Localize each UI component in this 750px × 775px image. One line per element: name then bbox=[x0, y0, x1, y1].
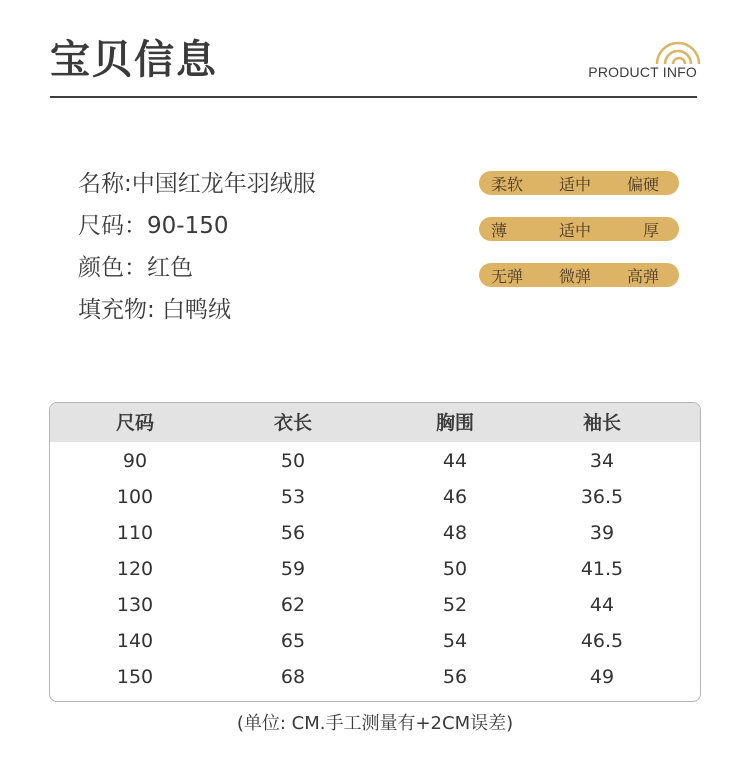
product-name: 名称:中国红龙年羽绒服 bbox=[78, 171, 316, 197]
scale-option: 微弹 bbox=[558, 266, 591, 286]
table-row bbox=[50, 479, 700, 515]
cell-length: 53 bbox=[280, 486, 306, 508]
cell-size: 140 bbox=[116, 630, 154, 652]
product-info-list bbox=[78, 166, 316, 334]
scale-option: 适中 bbox=[558, 220, 591, 240]
table-row bbox=[50, 551, 700, 587]
cell-sleeve: 44 bbox=[589, 594, 615, 616]
table-row bbox=[50, 659, 700, 695]
size-table bbox=[49, 402, 701, 702]
cell-sleeve: 34 bbox=[589, 450, 615, 472]
cell-size: 130 bbox=[116, 594, 154, 616]
cell-size: 110 bbox=[116, 522, 154, 544]
cell-chest: 46 bbox=[442, 486, 468, 508]
cell-length: 62 bbox=[280, 594, 306, 616]
measurement-note: (单位: CM.手工测量有+2CM误差) bbox=[236, 713, 514, 734]
cell-size: 150 bbox=[116, 666, 154, 688]
cell-chest: 48 bbox=[442, 522, 468, 544]
cell-sleeve: 36.5 bbox=[580, 486, 624, 508]
column-header-length: 衣长 bbox=[273, 412, 312, 434]
product-color: 颜色：红色 bbox=[78, 255, 193, 281]
header-divider bbox=[50, 96, 697, 98]
elasticity-scale bbox=[479, 263, 679, 287]
table-row bbox=[50, 587, 700, 623]
cell-chest: 50 bbox=[442, 558, 468, 580]
cell-length: 59 bbox=[280, 558, 306, 580]
softness-scale bbox=[479, 171, 679, 195]
cell-length: 56 bbox=[280, 522, 306, 544]
thickness-scale bbox=[479, 217, 679, 241]
scale-option: 高弹 bbox=[626, 266, 659, 286]
cell-size: 120 bbox=[116, 558, 154, 580]
scale-option: 偏硬 bbox=[626, 174, 659, 194]
scale-option: 柔软 bbox=[491, 174, 524, 194]
cell-size: 100 bbox=[116, 486, 154, 508]
scale-option: 适中 bbox=[558, 174, 591, 194]
column-header-sleeve: 袖长 bbox=[582, 412, 621, 434]
cell-length: 68 bbox=[280, 666, 306, 688]
cell-size: 90 bbox=[122, 450, 148, 472]
table-row bbox=[50, 515, 700, 551]
product-size-range: 尺码：90-150 bbox=[78, 213, 229, 239]
cell-sleeve: 39 bbox=[589, 522, 615, 544]
cell-chest: 56 bbox=[442, 666, 468, 688]
cell-length: 50 bbox=[280, 450, 306, 472]
scale-option: 厚 bbox=[642, 220, 659, 240]
scale-option: 无弹 bbox=[491, 266, 524, 286]
cell-chest: 52 bbox=[442, 594, 468, 616]
page-subtitle: PRODUCT INFO bbox=[588, 64, 697, 80]
cell-sleeve: 49 bbox=[589, 666, 615, 688]
column-header-size: 尺码 bbox=[115, 412, 154, 434]
scale-option: 薄 bbox=[491, 220, 508, 240]
arcs-logo-icon bbox=[653, 38, 703, 66]
cell-chest: 54 bbox=[442, 630, 468, 652]
table-header bbox=[50, 403, 700, 442]
table-row bbox=[50, 443, 700, 479]
cell-chest: 44 bbox=[442, 450, 468, 472]
column-header-chest: 胸围 bbox=[435, 412, 474, 434]
cell-length: 65 bbox=[280, 630, 306, 652]
product-filling: 填充物: 白鸭绒 bbox=[78, 297, 232, 323]
page-title: 宝贝信息 bbox=[50, 37, 218, 83]
table-row bbox=[50, 623, 700, 659]
cell-sleeve: 46.5 bbox=[580, 630, 624, 652]
cell-sleeve: 41.5 bbox=[580, 558, 624, 580]
